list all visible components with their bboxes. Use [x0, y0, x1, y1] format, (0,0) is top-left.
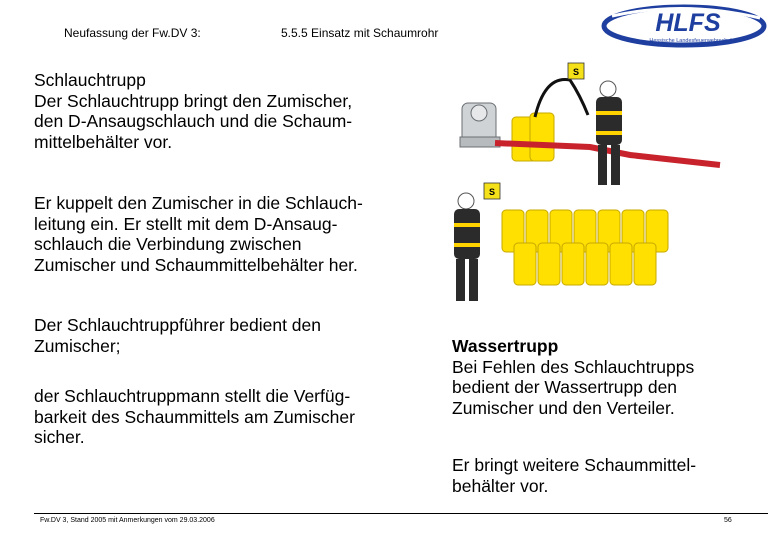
text-line: schlauch die Verbindung zwischen — [34, 234, 302, 254]
svg-text:S: S — [488, 187, 496, 197]
text-line: barkeit des Schaummittels am Zumischer — [34, 406, 355, 427]
logo-subtext: Hessische Landesfeuerwehrschule — [649, 38, 735, 44]
footer-source: Fw.DV 3, Stand 2005 mit Anmerkungen vom 29.03.2006 — [40, 517, 215, 524]
text-line: sicher. — [34, 427, 85, 447]
text-line: Er kuppelt den Zumischer in die Schlauch- — [34, 193, 363, 213]
text-line: der Schlauchtruppmann stellt die Verfüg- — [34, 386, 351, 406]
mann-block — [34, 386, 414, 448]
suction-hose-icon — [535, 79, 588, 117]
badge-icon — [568, 63, 584, 79]
text-line: Zumischer; — [34, 335, 121, 356]
kuppelt-block — [34, 193, 414, 275]
wassertrupp-block — [452, 336, 762, 418]
svg-text:S: S — [572, 67, 580, 77]
logo-text: HLFS — [655, 9, 721, 37]
foam-proportioner-icon — [460, 103, 500, 147]
text-line: Er bringt weitere Schaummittel- — [452, 455, 697, 475]
text-line: Zumischer und Schaummittelbehälter her. — [34, 254, 358, 275]
firefighter-icon — [454, 193, 480, 301]
firefighter-illustration — [440, 55, 770, 320]
schlauchtrupp-title: Schlauchtrupp — [34, 70, 146, 90]
header-section-title: 5.5.5 Einsatz mit Schaumrohr — [281, 26, 439, 40]
badge-icon — [484, 183, 500, 199]
text-line: den D-Ansaugschlauch und die Schaum- — [34, 111, 353, 131]
hlfs-logo — [600, 4, 768, 48]
text-line: bedient der Wassertrupp den — [452, 377, 678, 397]
foam-canister-icon — [512, 113, 554, 161]
text-line: Zumischer und den Verteiler. — [452, 397, 675, 418]
text-line: Der Schlauchtrupp bringt den Zumischer, — [34, 90, 353, 111]
header-document-title: Neufassung der Fw.DV 3: — [64, 26, 201, 40]
text-line: Bei Fehlen des Schlauchtrupps — [452, 356, 695, 377]
weitere-block — [452, 455, 762, 496]
page-number: 56 — [724, 517, 732, 524]
text-line: leitung ein. Er stellt mit dem D-Ansaug- — [34, 213, 338, 234]
fuehrer-block — [34, 315, 414, 356]
footer-divider — [34, 513, 768, 514]
firefighter-icon — [596, 81, 622, 185]
schlauchtrupp-block — [34, 70, 434, 152]
foam-canister-icon — [502, 210, 668, 285]
text-line: behälter vor. — [452, 475, 549, 496]
text-line: mittelbehälter vor. — [34, 131, 173, 152]
wassertrupp-title: Wassertrupp — [452, 336, 559, 356]
text-line: Der Schlauchtruppführer bedient den — [34, 315, 321, 335]
